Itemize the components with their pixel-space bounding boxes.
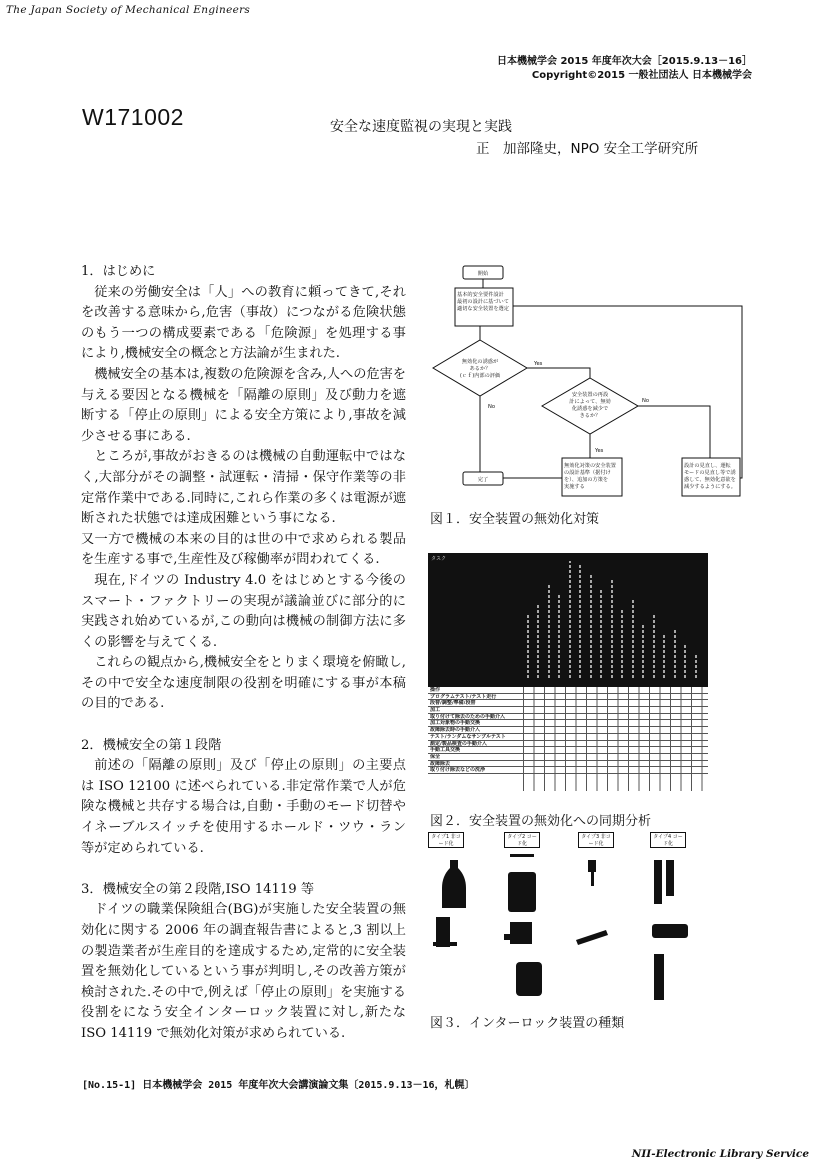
switch-type2-image: [504, 922, 532, 944]
flow-box1-line: 適切な安全装置を選定: [457, 306, 509, 312]
matrix-corner-label: タスク: [431, 556, 447, 562]
figure-1-caption: 図１．安全装置の無効化対策: [430, 512, 600, 527]
figure-2-matrix: [428, 553, 708, 791]
flow-box3-line: 減少するようにする。: [684, 484, 736, 490]
flow-no-label: No: [488, 404, 496, 410]
conference-line: 日本機械学会 2015 年度年次大会［2015.9.13－16］: [496, 56, 752, 67]
flow-dec2-line: 化誘惑を減少で: [571, 406, 609, 412]
section-1-title: 1．はじめに: [81, 264, 156, 279]
flow-dec2-line: きるか？: [579, 413, 601, 419]
switch-type4-image: [652, 924, 688, 938]
switch-type4-image: [654, 860, 662, 904]
flow-box1-line: 最初の設計に基づいて: [457, 299, 509, 305]
matrix-row-label: 保全: [428, 754, 708, 761]
switch-type1-image: [442, 860, 466, 908]
paper-title: 安全な速度監視の実現と実践: [330, 119, 512, 135]
paragraph: これらの観点から,機械安全をとりまく環境を俯瞰し,その中で安全な速度制限の役割を明確にする事が本稿の目的である.: [81, 655, 406, 712]
flow-dec2-line: 安全装置の再設: [571, 392, 609, 398]
switch-type2-image: [516, 962, 542, 996]
flow-box2-line: 無効化対策の安全装置: [564, 463, 616, 469]
copyright-line: Copyright©2015 一般社団法人 日本機械学会: [531, 70, 752, 81]
flow-yes-label: Yes: [534, 361, 543, 367]
matrix-row-label: 操作: [428, 687, 708, 694]
flow-dec1-line: 無効化の誘惑が: [461, 359, 499, 365]
switch-type1-image: [433, 917, 457, 947]
flow-end-label: 完了: [477, 477, 489, 483]
paragraph: 機械安全の基本は,複数の危険源を含み,人への危害を与える要因となる機械を「隔離の原則」及び動力を遮断する「停止の原則」による安全方策により,事故を減少させる事にある.: [81, 366, 406, 444]
matrix-row-label: 段替/調整/準備/段替: [428, 700, 708, 707]
figure-1-flowchart: [430, 258, 750, 498]
switch-type3-image: [576, 930, 608, 945]
matrix-row-label: 取り付けて除去のための手動介入: [428, 714, 708, 721]
figure-3-devices: [428, 832, 708, 1007]
matrix-row-label: 手動工具交換: [428, 747, 708, 754]
matrix-row-label: 測定/製品検査の手動介入: [428, 741, 708, 748]
switch-type4-image: [654, 954, 664, 1000]
matrix-header: [428, 553, 708, 687]
matrix-row-label: テスト/ランダムなサンプルテスト: [428, 734, 708, 741]
matrix-row-label: 故障除去: [428, 761, 708, 768]
type-label: タイプ4 コード化: [650, 832, 686, 848]
flow-box1-line: 基本的安全要件設計: [457, 292, 504, 298]
actuator-image: [510, 854, 534, 857]
paragraph: ドイツの職業保険組合(BG)が実施した安全装置の無効化に関する 2006 年の調査報告書によると,3 割以上の製造業者が生産目的を達成するため,定常的に安全装置を無効化しているという事が判明し,その改善方策が検討された.その中で,例えば「停止の原則」を実施する役割をになう安全インターロック装置に対し,新たな ISO 14119 で無効化対策が求められている.: [81, 902, 406, 1041]
flow-box3-line: モードの見直し等で誘: [684, 470, 736, 476]
flow-dec1-line: (ｃｆ)内部の評価: [459, 373, 501, 379]
switch-type3-image: [588, 860, 596, 872]
matrix-row-label: 加工: [428, 707, 708, 714]
nii-service-footer: NII-Electronic Library Service: [631, 1148, 809, 1160]
conference-info: [497, 55, 752, 83]
flow-box3-line: 設計の見直し、運転: [684, 463, 731, 469]
flow-dec2-line: 計によって、無効: [569, 399, 611, 405]
flow-box2-line: の設計基準（据付け: [564, 470, 611, 476]
paper-id: W171002: [82, 104, 184, 130]
citation-footer: [No.15-1] 日本機械学会 2015 年度年次大会講演論文集〔2015.9.13－16，札幌〕: [82, 1080, 475, 1091]
matrix-row-label: 加工対象物の手動交換: [428, 720, 708, 727]
flow-yes-label: Yes: [595, 448, 604, 454]
matrix-row-label: 故障除去時の手動介入: [428, 727, 708, 734]
section-3-title: 3．機械安全の第２段階,ISO 14119 等: [81, 881, 315, 897]
switch-type3-image: [591, 872, 594, 886]
matrix-row-label: プログラムテスト/テスト走行: [428, 694, 708, 701]
type-label: タイプ1 非コード化: [428, 832, 464, 848]
figure-3-caption: 図３．インターロック装置の種類: [430, 1016, 625, 1031]
flow-box2-line: を）、追加の方策を: [564, 477, 609, 483]
matrix-grid: [523, 687, 708, 791]
section-2-title: 2．機械安全の第１段階: [81, 737, 222, 753]
body-column: [81, 262, 406, 1045]
type-label: タイプ2 コード化: [504, 832, 540, 848]
society-watermark: The Japan Society of Mechanical Engineers: [6, 4, 251, 16]
type-label: タイプ3 非コード化: [578, 832, 614, 848]
switch-type2-image: [508, 872, 536, 912]
flow-no-label: No: [642, 398, 650, 404]
paper-authors: 正 加部隆史，NPO 安全工学研究所: [476, 141, 699, 157]
paragraph: 又一方で機械の本来の目的は世の中で求められる製品を生産する事で,生産性及び稼働率が問われてくる.: [81, 531, 406, 568]
matrix-row-label: 取り付け除去などの洗浄: [428, 767, 708, 774]
switch-type4-image: [666, 860, 674, 896]
paragraph: 従来の労働安全は「人」への教育に頼ってきて,それを改善する意味から,危害（事故）につながる危険状態のもう一つの構成要素である「危険源」を処理する事により,機械安全の概念と方法論が生まれた.: [81, 284, 406, 362]
paragraph: 現在,ドイツの Industry 4.0 をはじめとする今後のスマート・ファクトリーの実現が議論並びに部分的に実践され始めているが,この動向は機械の制御方法に多くの影響を与えてくる.: [81, 572, 406, 650]
paragraph: ところが,事故がおきるのは機械の自動運転中ではなく,大部分がその調整・試運転・清掃・保守作業等の非定常作業中である.同時に,これら作業の多くは電源が遮断された状態では達成困難という事になる.: [81, 449, 406, 527]
flow-box3-line: 惑して、無効化意欲を: [684, 477, 736, 483]
figure-2-caption: 図２．安全装置の無効化への同期分析: [430, 814, 652, 829]
paragraph: 前述の「隔離の原則」及び「停止の原則」の主要点は ISO 12100 に述べられている.非定常作業で人が危険な機械と共存する場合は,自動・手動のモード切替やイネーブルスイッチを使用するホールド・ツウ・ラン等が定められている.: [81, 758, 406, 856]
flow-start-label: 開始: [477, 271, 489, 277]
flow-box2-line: 実施する: [564, 484, 585, 490]
flow-dec1-line: あるか？: [469, 366, 491, 372]
